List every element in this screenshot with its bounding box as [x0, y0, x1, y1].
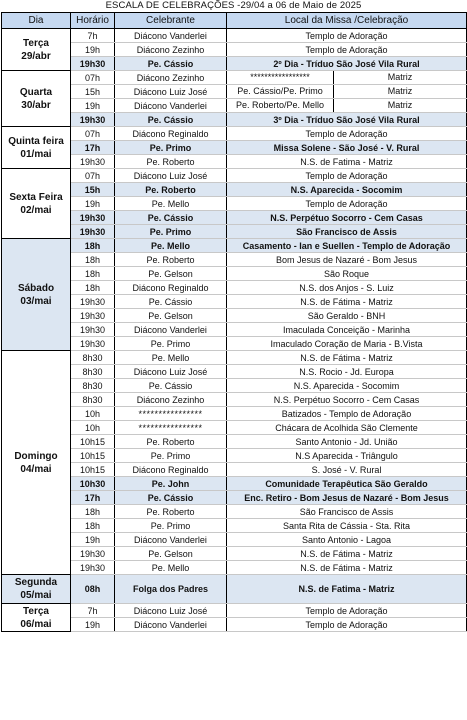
- schedule-row: [2, 43, 467, 57]
- schedule-row: [2, 141, 467, 155]
- schedule-row: [2, 575, 467, 604]
- place-cell: São Geraldo - BNH: [227, 309, 467, 323]
- place-cell: Batizados - Templo de Adoração: [227, 407, 467, 421]
- place-cell: N.S. Rocio - Jd. Europa: [227, 365, 467, 379]
- celebrant-cell: Diácono Vanderlei: [115, 29, 227, 43]
- place-celebrants: Pe. Cássio/Pe. Primo: [227, 85, 334, 98]
- place-cell: Missa Solene - São José - V. Rural: [227, 141, 467, 155]
- place-cell: Imaculada Conceição - Marinha: [227, 323, 467, 337]
- celebrant-cell: Pe. Cássio: [115, 491, 227, 505]
- schedule-row: [2, 267, 467, 281]
- celebrant-cell: Pe. Primo: [115, 449, 227, 463]
- schedule-row: [2, 253, 467, 267]
- day-cell: Segunda 05/mai: [2, 575, 71, 604]
- day-cell: Terça 06/mai: [2, 604, 71, 632]
- place-cell: [227, 71, 467, 85]
- time-cell: 19h30: [71, 309, 115, 323]
- header-celebrant: Celebrante: [115, 13, 227, 29]
- time-cell: 8h30: [71, 351, 115, 365]
- time-cell: 10h: [71, 421, 115, 435]
- schedule-row: [2, 197, 467, 211]
- time-cell: 19h30: [71, 225, 115, 239]
- celebrant-cell: Pe. Gelson: [115, 547, 227, 561]
- place-cell: S. José - V. Rural: [227, 463, 467, 477]
- celebrant-cell: Diácono Luiz José: [115, 604, 227, 618]
- celebrant-cell: Diácono Zezinho: [115, 71, 227, 85]
- celebrant-cell: Folga dos Padres: [115, 575, 227, 604]
- schedule-row: [2, 519, 467, 533]
- time-cell: 10h15: [71, 463, 115, 477]
- celebrant-cell: Diácono Zezinho: [115, 43, 227, 57]
- place-cell: [227, 85, 467, 99]
- place-cell: N.S Aparecida - Triângulo: [227, 449, 467, 463]
- schedule-row: [2, 323, 467, 337]
- celebrant-cell: Pe. Primo: [115, 337, 227, 351]
- celebrant-cell: Pe. Roberto: [115, 435, 227, 449]
- header-day: Dia: [2, 13, 71, 29]
- place-cell: 3º Dia - Tríduo São José Vila Rural: [227, 113, 467, 127]
- place-cell: Templo de Adoração: [227, 127, 467, 141]
- time-cell: 19h30: [71, 323, 115, 337]
- place-cell: N.S. de Fátima - Matriz: [227, 295, 467, 309]
- place-cell: São Francisco de Assis: [227, 505, 467, 519]
- day-cell: Quinta feira 01/mai: [2, 127, 71, 169]
- time-cell: 19h30: [71, 561, 115, 575]
- time-cell: 8h30: [71, 365, 115, 379]
- time-cell: 19h30: [71, 155, 115, 169]
- schedule-title: ESCALA DE CELEBRAÇÕES -29/04 a 06 de Maio de 2025: [105, 0, 362, 11]
- celebrant-cell: Pe. Roberto: [115, 505, 227, 519]
- time-cell: 19h: [71, 99, 115, 113]
- place-location: Matriz: [387, 100, 413, 110]
- celebrant-cell: Diácono Vanderlei: [115, 618, 227, 632]
- schedule-row: [2, 239, 467, 253]
- schedule-row: [2, 295, 467, 309]
- time-cell: 18h: [71, 267, 115, 281]
- schedule-row: [2, 29, 467, 43]
- place-cell: São Francisco de Assis: [227, 225, 467, 239]
- schedule-row: [2, 85, 467, 99]
- celebrant-cell: Diácono Reginaldo: [115, 281, 227, 295]
- place-cell: Enc. Retiro - Bom Jesus de Nazaré - Bom Jesus: [227, 491, 467, 505]
- place-cell: N.S. Perpétuo Socorro - Cem Casas: [227, 393, 467, 407]
- place-location: Matriz: [387, 86, 413, 96]
- day-cell: Domingo 04/mai: [2, 351, 71, 575]
- celebrant-cell: Pe. Mello: [115, 351, 227, 365]
- celebrant-cell: Pe. Roberto: [115, 253, 227, 267]
- place-cell: Templo de Adoração: [227, 618, 467, 632]
- celebrant-cell: Pe. Gelson: [115, 309, 227, 323]
- place-cell: N.S. Aparecida - Socomim: [227, 379, 467, 393]
- schedule-row: [2, 604, 467, 618]
- time-cell: 07h: [71, 169, 115, 183]
- place-cell: N.S. de Fátima - Matriz: [227, 547, 467, 561]
- header-row: [2, 13, 467, 29]
- schedule-row: [2, 71, 467, 85]
- place-cell: Casamento - Ian e Suellen - Templo de Adoração: [227, 239, 467, 253]
- place-cell: 2º Dia - Tríduo São José Vila Rural: [227, 57, 467, 71]
- time-cell: 10h: [71, 407, 115, 421]
- place-cell: Templo de Adoração: [227, 43, 467, 57]
- time-cell: 19h30: [71, 337, 115, 351]
- schedule-row: [2, 113, 467, 127]
- celebrant-cell: Diácono Luiz José: [115, 169, 227, 183]
- time-cell: 08h: [71, 575, 115, 604]
- schedule-row: [2, 99, 467, 113]
- place-cell: Templo de Adoração: [227, 29, 467, 43]
- schedule-row: [2, 281, 467, 295]
- celebrant-cell: Diácono Vanderlei: [115, 533, 227, 547]
- celebrant-cell: Pe. Cássio: [115, 57, 227, 71]
- day-cell: Terça 29/abr: [2, 29, 71, 71]
- place-cell: Bom Jesus de Nazaré - Bom Jesus: [227, 253, 467, 267]
- time-cell: 19h: [71, 43, 115, 57]
- header-place: Local da Missa /Celebração: [227, 13, 467, 29]
- day-cell: Quarta 30/abr: [2, 71, 71, 127]
- place-cell: N.S. Perpétuo Socorro - Cem Casas: [227, 211, 467, 225]
- schedule-row: [2, 309, 467, 323]
- time-cell: 18h: [71, 239, 115, 253]
- place-cell: N.S. de Fátima - Matriz: [227, 561, 467, 575]
- place-cell: Santa Rita de Cássia - Sta. Rita: [227, 519, 467, 533]
- header-time: Horário: [71, 13, 115, 29]
- time-cell: 10h15: [71, 435, 115, 449]
- celebrant-cell: Pe. Cássio: [115, 211, 227, 225]
- schedule-row: [2, 127, 467, 141]
- place-cell: Comunidade Terapêutica São Geraldo: [227, 477, 467, 491]
- time-cell: 19h: [71, 533, 115, 547]
- celebrant-cell: ****************: [115, 421, 227, 435]
- time-cell: 15h: [71, 85, 115, 99]
- time-cell: 17h: [71, 141, 115, 155]
- celebrant-cell: ****************: [115, 407, 227, 421]
- celebrant-cell: Pe. Mello: [115, 239, 227, 253]
- time-cell: 7h: [71, 29, 115, 43]
- place-celebrants: *****************: [227, 71, 334, 84]
- schedule-row: [2, 477, 467, 491]
- time-cell: 07h: [71, 127, 115, 141]
- schedule-row: [2, 435, 467, 449]
- place-cell: N.S. de Fátima - Matriz: [227, 351, 467, 365]
- celebrant-cell: Pe. Primo: [115, 519, 227, 533]
- time-cell: 19h30: [71, 113, 115, 127]
- time-cell: 19h30: [71, 547, 115, 561]
- schedule-row: [2, 57, 467, 71]
- day-cell: Sexta Feira 02/mai: [2, 169, 71, 239]
- schedule-row: [2, 225, 467, 239]
- time-cell: 18h: [71, 519, 115, 533]
- schedule-row: [2, 169, 467, 183]
- celebrant-cell: Pe. Primo: [115, 225, 227, 239]
- celebrant-cell: Pe. Cássio: [115, 379, 227, 393]
- schedule-row: [2, 155, 467, 169]
- celebrant-cell: Pe. Gelson: [115, 267, 227, 281]
- time-cell: 18h: [71, 253, 115, 267]
- celebrant-cell: Pe. Roberto: [115, 183, 227, 197]
- time-cell: 10h30: [71, 477, 115, 491]
- place-cell: Templo de Adoração: [227, 169, 467, 183]
- time-cell: 15h: [71, 183, 115, 197]
- time-cell: 18h: [71, 505, 115, 519]
- time-cell: 19h30: [71, 295, 115, 309]
- schedule-table: [1, 12, 467, 632]
- celebrant-cell: Pe. Roberto: [115, 155, 227, 169]
- place-cell: Chácara de Acolhida São Clemente: [227, 421, 467, 435]
- day-cell: Sábado 03/mai: [2, 239, 71, 351]
- schedule-row: [2, 407, 467, 421]
- place-cell: Santo Antonio - Lagoa: [227, 533, 467, 547]
- time-cell: 07h: [71, 71, 115, 85]
- time-cell: 19h: [71, 197, 115, 211]
- place-cell: Santo Antonio - Jd. União: [227, 435, 467, 449]
- place-cell: São Roque: [227, 267, 467, 281]
- place-celebrants: Pe. Roberto/Pe. Mello: [227, 99, 334, 112]
- schedule-row: [2, 547, 467, 561]
- celebrant-cell: Diácono Vanderlei: [115, 99, 227, 113]
- time-cell: 10h15: [71, 449, 115, 463]
- celebrant-cell: Pe. Primo: [115, 141, 227, 155]
- schedule-row: [2, 449, 467, 463]
- place-cell: Templo de Adoração: [227, 604, 467, 618]
- celebrant-cell: Diácono Luiz José: [115, 365, 227, 379]
- time-cell: 19h30: [71, 57, 115, 71]
- celebrant-cell: Pe. John: [115, 477, 227, 491]
- schedule-row: [2, 505, 467, 519]
- place-cell: N.S. de Fatima - Matriz: [227, 575, 467, 604]
- place-cell: N.S. dos Anjos - S. Luiz: [227, 281, 467, 295]
- time-cell: 7h: [71, 604, 115, 618]
- schedule-row: [2, 421, 467, 435]
- schedule-row: [2, 561, 467, 575]
- celebrant-cell: Diácono Reginaldo: [115, 127, 227, 141]
- schedule-row: [2, 337, 467, 351]
- schedule-row: [2, 379, 467, 393]
- time-cell: 8h30: [71, 379, 115, 393]
- time-cell: 19h30: [71, 211, 115, 225]
- celebrant-cell: Pe. Cássio: [115, 113, 227, 127]
- celebrant-cell: Diácono Reginaldo: [115, 463, 227, 477]
- place-cell: Imaculado Coração de Maria - B.Vista: [227, 337, 467, 351]
- schedule-row: [2, 618, 467, 632]
- celebrant-cell: Pe. Mello: [115, 561, 227, 575]
- celebrant-cell: Diácono Zezinho: [115, 393, 227, 407]
- schedule-row: [2, 211, 467, 225]
- place-cell: N.S. Aparecida - Socomim: [227, 183, 467, 197]
- schedule-body: [2, 29, 467, 632]
- schedule-row: [2, 533, 467, 547]
- schedule-row: [2, 365, 467, 379]
- schedule-row: [2, 183, 467, 197]
- celebrant-cell: Diácono Luiz José: [115, 85, 227, 99]
- place-cell: [227, 99, 467, 113]
- schedule-row: [2, 351, 467, 365]
- time-cell: 17h: [71, 491, 115, 505]
- place-cell: N.S. de Fatima - Matriz: [227, 155, 467, 169]
- schedule-row: [2, 463, 467, 477]
- celebrant-cell: Pe. Mello: [115, 197, 227, 211]
- time-cell: 19h: [71, 618, 115, 632]
- celebrant-cell: Diácono Vanderlei: [115, 323, 227, 337]
- time-cell: 18h: [71, 281, 115, 295]
- time-cell: 8h30: [71, 393, 115, 407]
- place-cell: Templo de Adoração: [227, 197, 467, 211]
- schedule-row: [2, 491, 467, 505]
- celebrant-cell: Pe. Cássio: [115, 295, 227, 309]
- place-location: Matriz: [387, 72, 413, 82]
- schedule-row: [2, 393, 467, 407]
